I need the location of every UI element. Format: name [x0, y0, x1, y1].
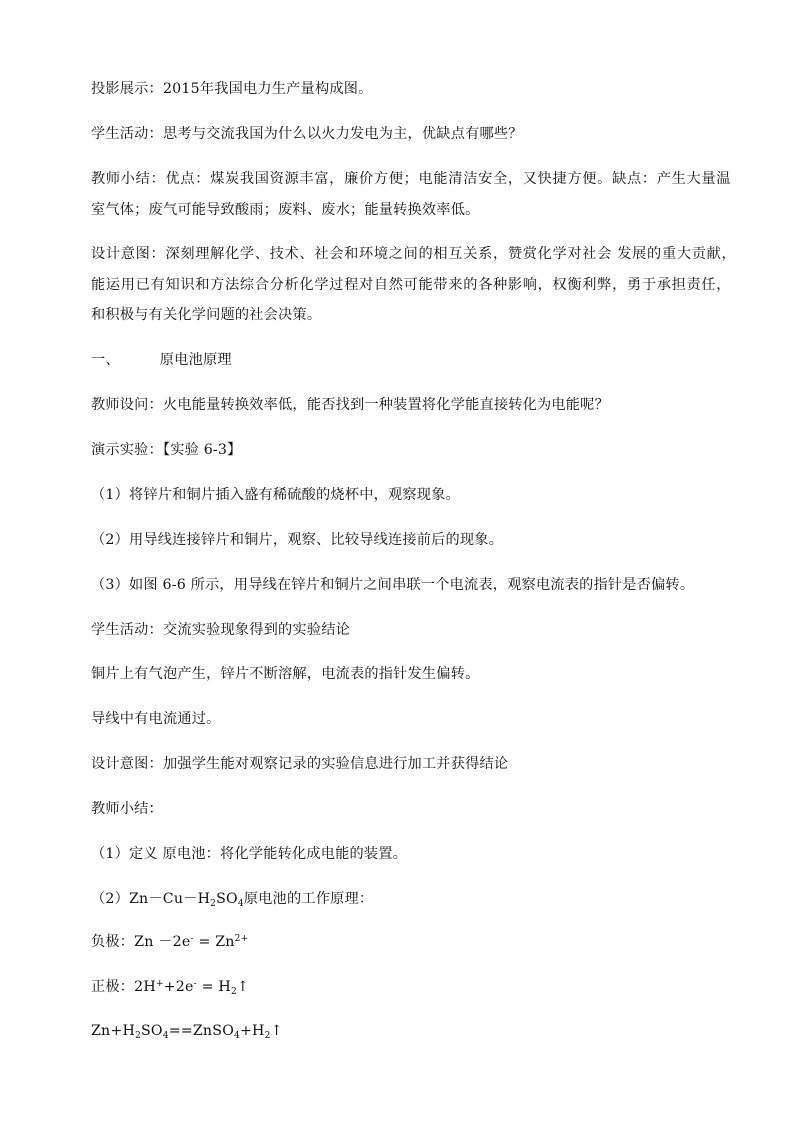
formula-subscript: 4 [162, 1031, 169, 1041]
formula-superscript: + [155, 979, 164, 989]
working-principle-line [91, 889, 721, 909]
design-intent-line-4: 设计意图：加强学生能对观察记录的实验信息进行加工并获得结论 [91, 756, 509, 772]
formula-text: 原电池的工作原理： [243, 891, 374, 907]
experiment-step-1: （1）将锌片和铜片插入盛有稀硫酸的烧杯中，观察现象。 [91, 487, 460, 503]
formula-superscript: 2+ [234, 934, 249, 944]
formula-subscript: 4 [237, 899, 244, 909]
formula-superscript: - [193, 979, 197, 989]
formula-text: Zn+H [91, 1023, 136, 1039]
formula-text: +2e [163, 979, 194, 995]
design-intent-line-1: 设计意图：深刻理解化学、技术、社会和环境之间的相互关系，赞赏化学对社会 发展的重大贡献， [91, 246, 737, 262]
formula-text: SO [216, 891, 238, 907]
observation-line-1: 铜片上有气泡产生，锌片不断溶解，电流表的指针发生偏转。 [91, 666, 480, 682]
formula-text: （2）Zn－Cu－H [91, 891, 211, 907]
formula-subscript: 2 [135, 1031, 141, 1041]
positive-electrode-equation [91, 977, 721, 997]
overall-reaction-equation [91, 1021, 721, 1041]
observation-line-2: 导线中有电流通过。 [91, 711, 221, 727]
projection-display-line: 投影展示：2015年我国电力生产量构成图。 [91, 81, 373, 97]
experiment-step-2: （2）用导线连接锌片和铜片，观察、比较导线连接前后的现象。 [91, 532, 504, 548]
teacher-summary-line-1: 教师小结：优点：煤炭我国资源丰富，廉价方便；电能清洁安全，又快捷方便。缺点：产生大量温 [91, 171, 732, 187]
experiment-step-3: （3）如图 6-6 所示，用导线在锌片和铜片之间串联一个电流表，观察电流表的指针是否偏转。 [91, 577, 695, 593]
section-title: 原电池原理 [159, 352, 232, 368]
teacher-summary-heading: 教师小结： [91, 801, 163, 817]
negative-electrode-equation [91, 932, 721, 952]
formula-text: SO [141, 1023, 163, 1039]
student-activity-line: 学生活动：思考与交流我国为什么以火力发电为主，优缺点有哪些？ [91, 126, 523, 142]
formula-text: 正极：2H [91, 979, 156, 995]
design-intent-line-3: 和积极与有关化学问题的社会决策。 [91, 307, 322, 323]
formula-text: ↑ [236, 979, 250, 995]
teacher-question-line: 教师设问：火电能量转换效率低，能否找到一种装置将化学能直接转化为电能呢？ [91, 397, 609, 413]
formula-superscript: - [190, 934, 194, 944]
formula-text: ==ZnSO [168, 1023, 235, 1039]
section-heading [91, 350, 721, 370]
formula-text: ↑ [270, 1023, 283, 1039]
student-activity-conclusion-line: 学生活动：交流实验现象得到的实验结论 [91, 622, 350, 638]
formula-text: 负极：Zn －2e [91, 934, 191, 950]
formula-text: = H [196, 979, 231, 995]
formula-subscript: 2 [264, 1031, 271, 1041]
formula-subscript: 2 [230, 987, 237, 997]
teacher-summary-line-2: 室气体；废气可能导致酸雨；废料、废水；能量转换效率低。 [91, 202, 480, 218]
demo-experiment-line: 演示实验：【实验 6-3】 [91, 442, 242, 458]
design-intent-line-2: 能运用已有知识和方法综合分析化学过程对自然可能带来的各种影响，权衡利弊，勇于承担责任， [91, 277, 732, 293]
formula-subscript: 4 [234, 1031, 240, 1041]
formula-subscript: 2 [210, 899, 217, 909]
definition-line: （1）定义 原电池：将化学能转化成电能的装置。 [91, 846, 408, 862]
section-number: 一、 [91, 352, 120, 368]
formula-text: +H [239, 1023, 265, 1039]
formula-text: = Zn [193, 934, 235, 950]
